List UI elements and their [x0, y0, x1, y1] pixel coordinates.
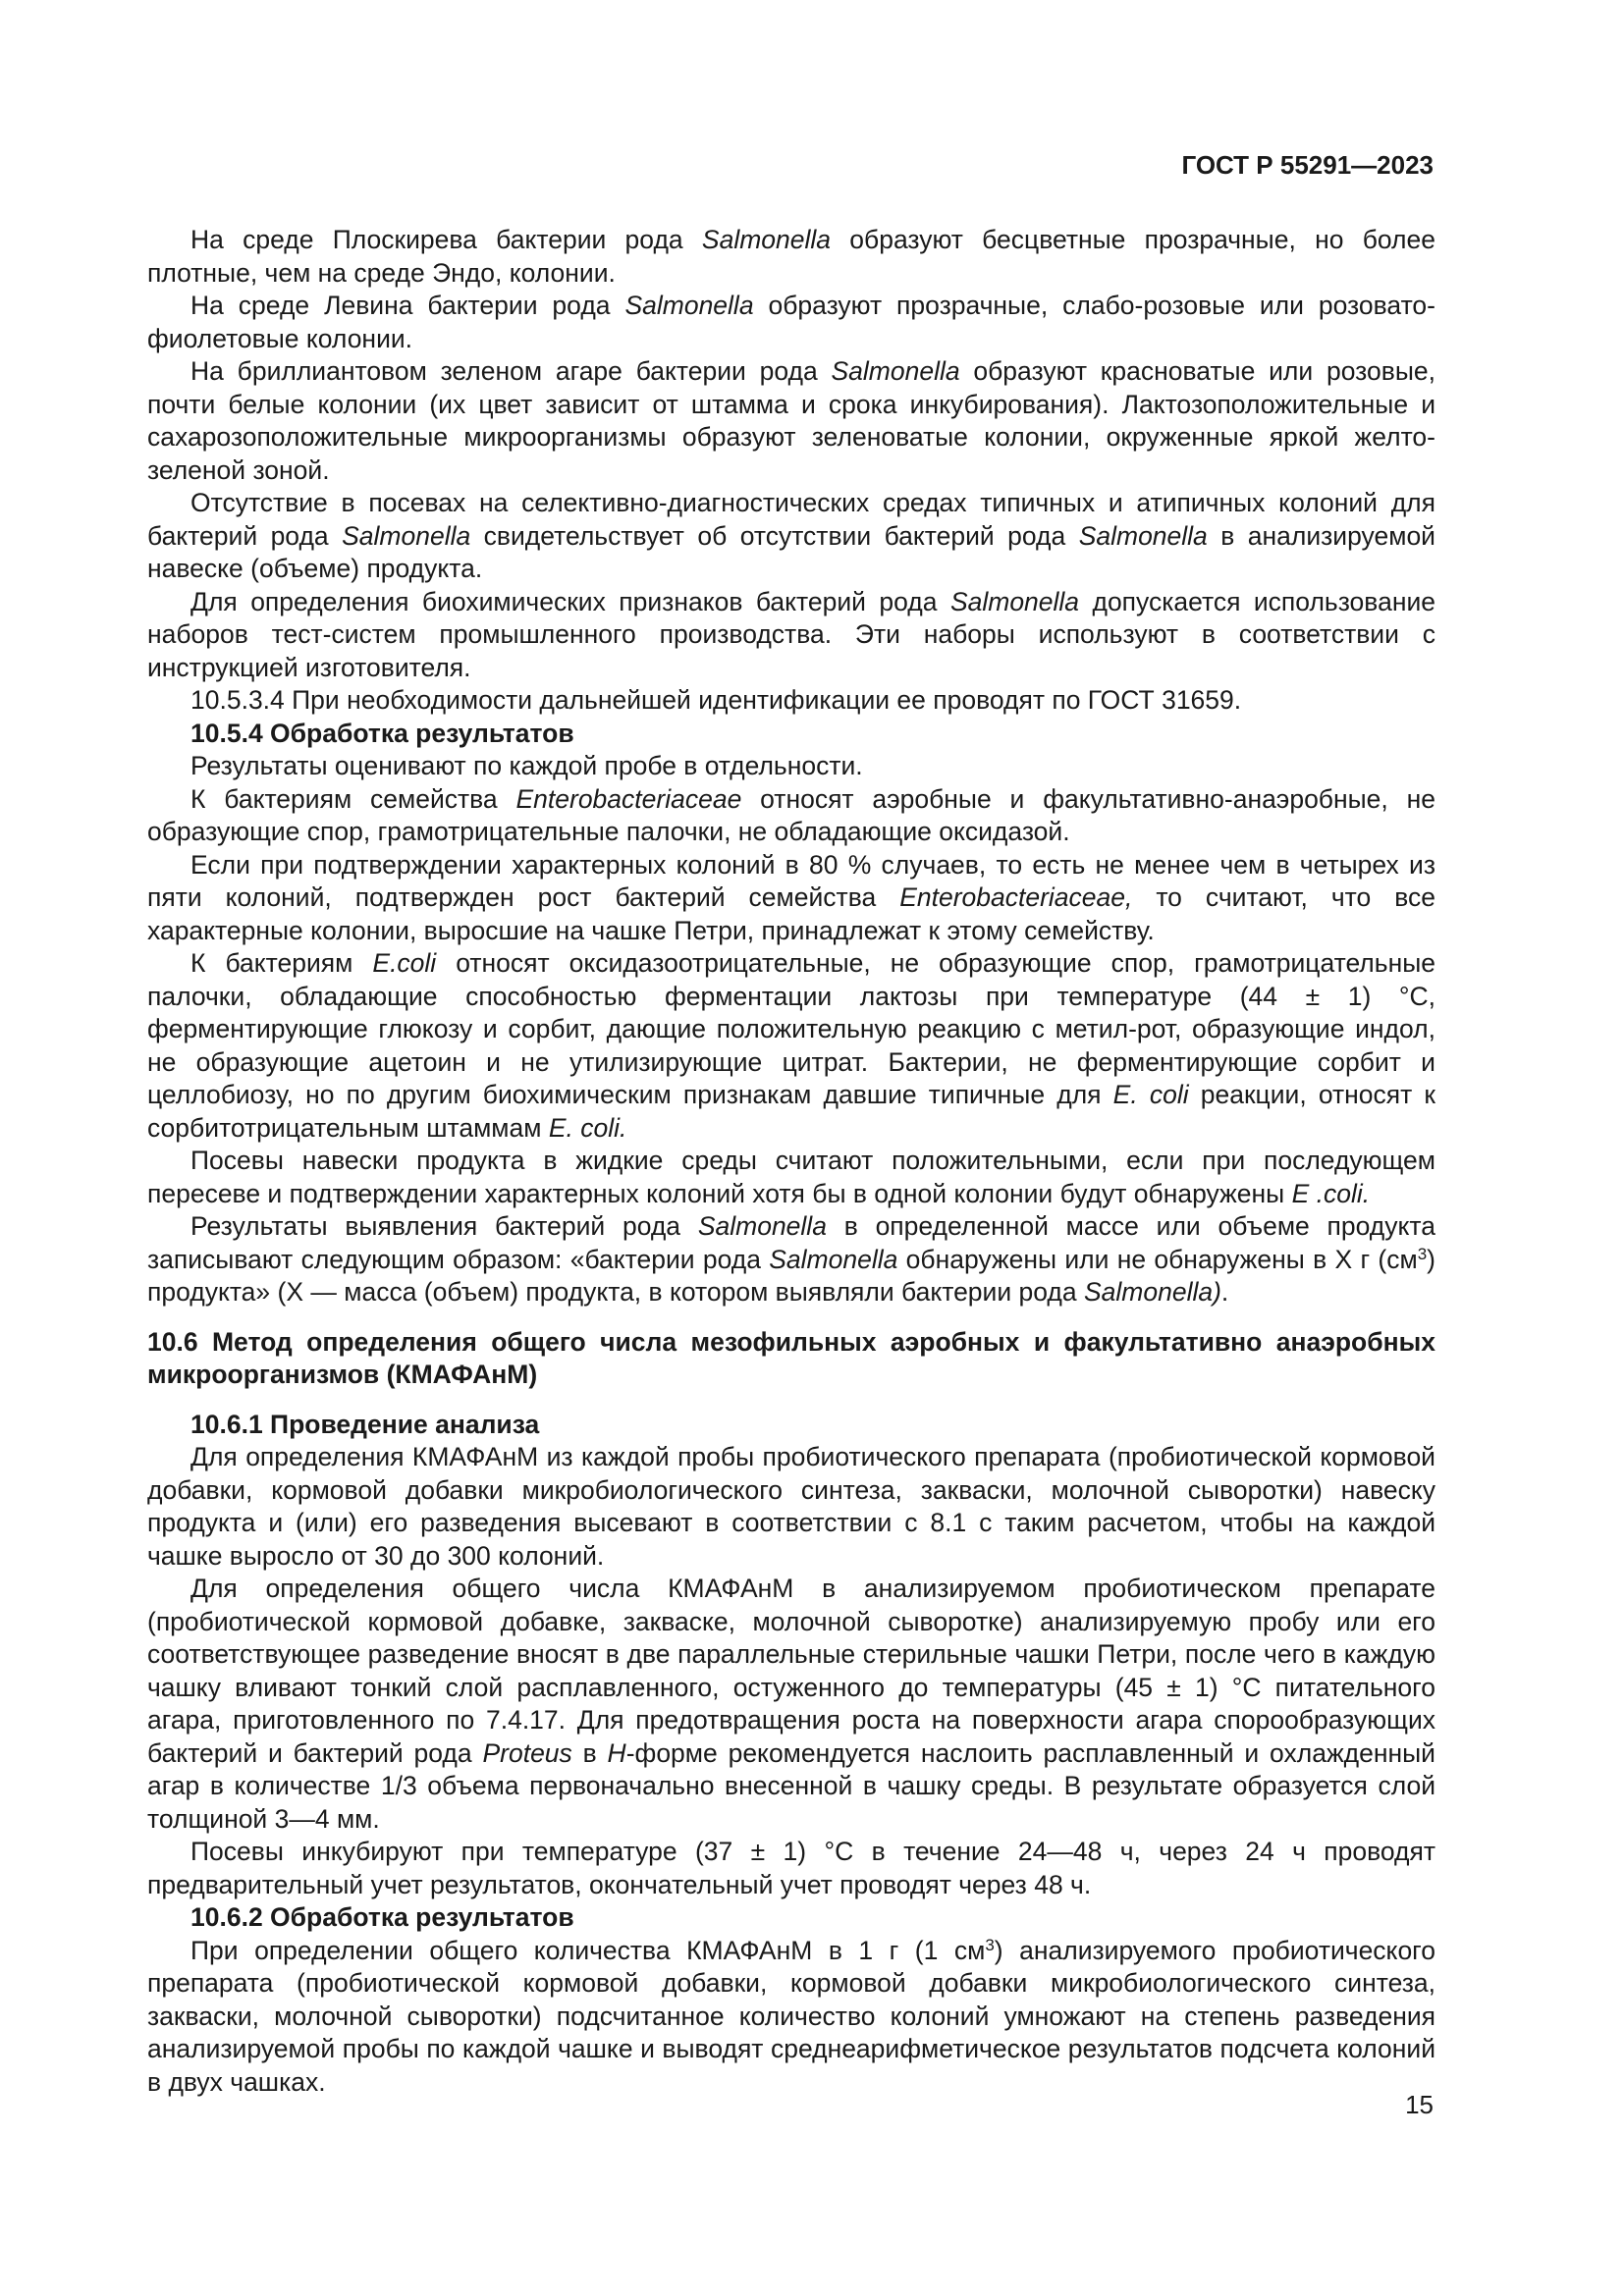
document-header-code: ГОСТ Р 55291—2023 — [1181, 150, 1434, 180]
paragraph-kmafanm-method: Для определения общего числа КМАФАнМ в анализируемом пробиотическом препарате (пробиотической кормовой добавке, закваске, молочной сыворотке) анализируемую пробу или его соответствующее разведение вносят в две параллельные стерильные чашки Петри, после чего в каждую чашку вливают тонкий слой расплавленного, остуженного до температуры (45 ± 1) °С питательного агара, приготовленного по 7.4.17. Для предотвращения роста на поверхности агара спорообразующих бактерий и бактерий рода Proteus в Н-форме рекомендуется наслоить расплавленный и охлажденный агар в количестве 1/3 объема первоначально внесенной в чашку среды. В результате образуется слой толщиной 3—4 мм. — [147, 1574, 1435, 1834]
paragraph-incubation: Посевы инкубируют при температуре (37 ± 1) °С в течение 24—48 ч, через 24 ч проводят предварительный учет результатов, окончательный учет проводят через 48 ч. — [147, 1837, 1435, 1899]
heading-10-5-4: 10.5.4 Обработка результатов — [190, 718, 574, 748]
paragraph-levin: На среде Левина бактерии рода Salmonella образуют прозрачные, слабо-розовые или розовато-фиолетовые колонии. — [147, 291, 1435, 353]
paragraph-10-5-3-4: 10.5.3.4 При необходимости дальнейшей идентификации ее проводят по ГОСТ 31659. — [190, 685, 1242, 715]
paragraph-kmafanm-sowing: Для определения КМАФАнМ из каждой пробы пробиотического препарата (пробиотической кормовой добавки, кормовой добавки микробиологического синтеза, закваски, молочной сыворотки) навеску продукта и (или) его разведения высевают в соответствии с 8.1 с таким расчетом, чтобы на каждой чашке выросло от 30 до 300 колоний. — [147, 1442, 1435, 1571]
paragraph-absence: Отсутствие в посевах на селективно-диагностических средах типичных и атипичных колоний для бактерий рода Salmonella свидетельствует об отсутствии бактерий рода Salmonella в анализируемой навеске (объеме) продукта. — [147, 488, 1435, 583]
paragraph-results-each: Результаты оценивают по каждой пробе в отдельности. — [190, 751, 863, 780]
paragraph-salmonella-results: Результаты выявления бактерий рода Salmonella в определенной массе или объеме продукта записывают следующим образом: «бактерии рода Salmonella обнаружены или не обнаружены в X г $(см^3)$ продукта» (X — масса (объем) продукта, в котором выявляли бактерии рода Salmonella). — [147, 1211, 1435, 1307]
paragraph-enterobacteriaceae: К бактериям семейства Enterobacteriaceae относят аэробные и факультативно-анаэробные, не образующие спор, грамотрицательные палочки, не обладающие оксидазой. — [147, 783, 1435, 846]
paragraph-biochemical: Для определения биохимических признаков бактерий рода Salmonella допускается использование наборов тест-систем промышленного производства. Эти наборы используют в соответствии с инструкцией изготовителя. — [147, 586, 1435, 682]
heading-10-6-1: 10.6.1 Проведение анализа — [190, 1409, 540, 1439]
paragraph-ecoli: К бактериям E.coli относят оксидазоотрицательные, не образующие спор, грамотрицательные палочки, обладающие способностью ферментации лактозы при температуре (44 ± 1) °С, ферментирующие глюкозу и сорбит, дающие положительную реакцию с метил-рот, образующие индол, не образующие ацетоин и не утилизирующие цитрат. Бактерии, не ферментирующие сорбит и целлобиозу, но по другим биохимическим признакам давшие типичные для E. coli реакции, относят к сорбитотрицательным штаммам E. coli. — [147, 948, 1435, 1143]
document-body — [147, 224, 1435, 2099]
paragraph-liquid-media: Посевы навески продукта в жидкие среды считают положительными, если при последующем пересеве и подтверждении характерных колоний хотя бы в одной колонии будут обнаружены E .coli. — [147, 1146, 1435, 1208]
paragraph-kmafanm-calculation: При определении общего количества КМАФАнМ в 1 г (1 $см^3$) анализируемого пробиотического препарата (пробиотической кормовой добавки, кормовой добавки микробиологического синтеза, закваски, молочной сыворотки) подсчитанное количество колоний умножают на степень разведения анализируемой пробы по каждой чашке и выводят среднеарифметическое результатов подсчета колоний в двух чашках. — [147, 1935, 1436, 2097]
paragraph-ploskirev: На среде Плоскирева бактерии рода Salmonella образуют бесцветные прозрачные, но более плотные, чем на среде Эндо, колонии. — [147, 225, 1435, 288]
paragraph-confirmation-80: Если при подтверждении характерных колоний в 80 % случаев, то есть не менее чем в четырех из пяти колоний, подтвержден рост бактерий семейства Enterobacteriaceae, то считают, что все характерные колонии, выросшие на чашке Петри, принадлежат к этому семейству. — [147, 849, 1435, 945]
heading-10-6: 10.6 Метод определения общего числа мезофильных аэробных и факультативно анаэробных микроорганизмов (КМАФАнМ) — [147, 1326, 1435, 1389]
page-number: 15 — [1405, 2090, 1434, 2119]
paragraph-brilliant-green: На бриллиантовом зеленом агаре бактерии рода Salmonella образуют красноватые или розовые, почти белые колонии (их цвет зависит от штамма и срока инкубирования). Лактозоположительные и сахарозоположительные микроорганизмы образуют зеленоватые колонии, окруженные яркой желто-зеленой зоной. — [147, 356, 1435, 485]
heading-10-6-2: 10.6.2 Обработка результатов — [190, 1902, 574, 1932]
